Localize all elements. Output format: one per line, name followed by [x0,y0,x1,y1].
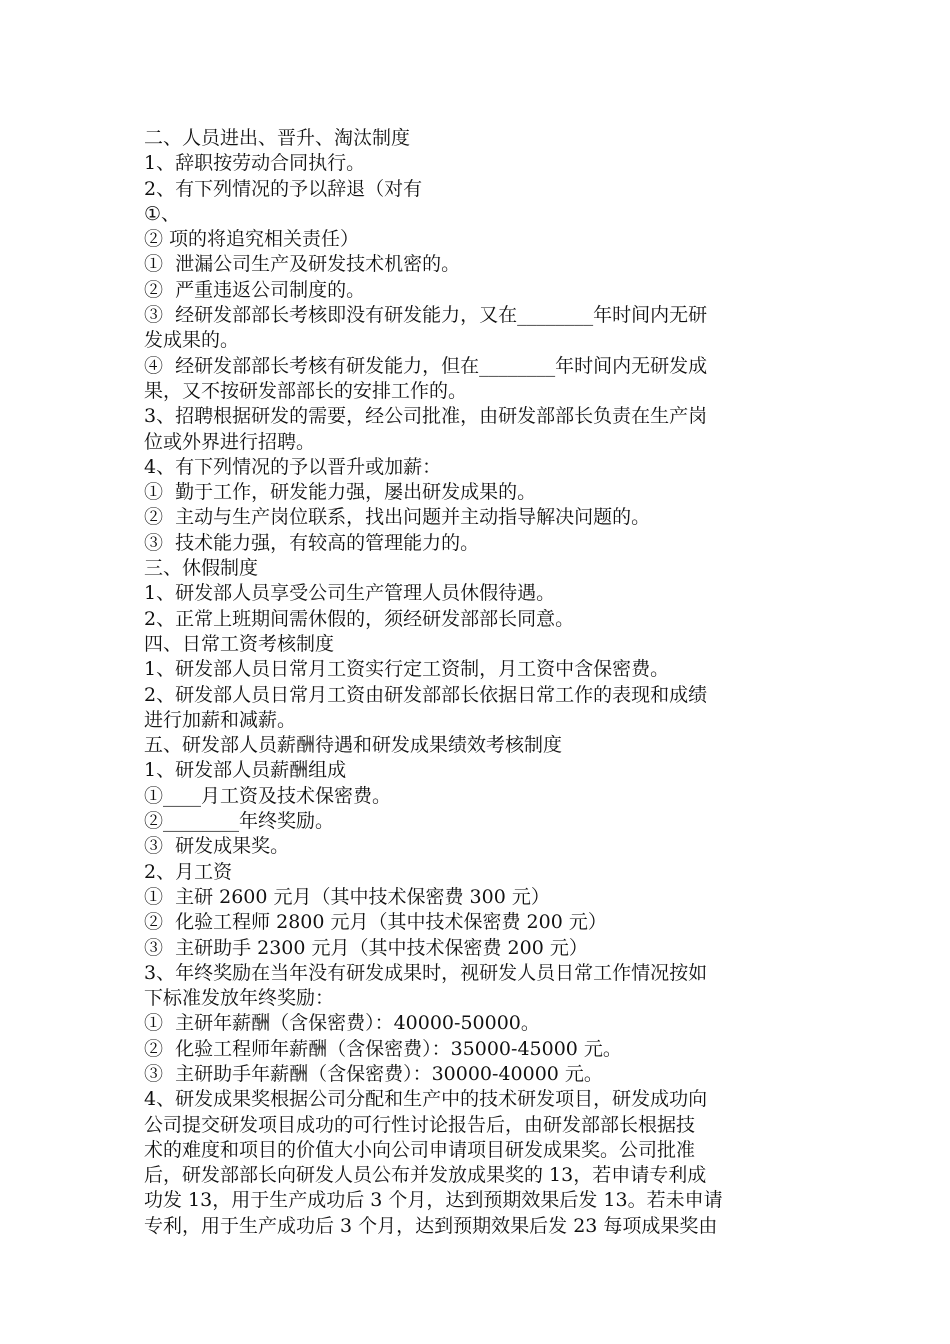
text-line: 3、招聘根据研发的需要，经公司批准，由研发部部长负责在生产岗 [144,405,708,428]
list-item: ① 勤于工作，研发能力强，屡出研发成果的。 [144,481,537,504]
list-item: ③ 研发成果奖。 [144,835,290,858]
list-item: ③ 经研发部部长考核即没有研发能力，又在________年时间内无研 [144,304,708,327]
list-item: ② 主动与生产岗位联系，找出问题并主动指导解决问题的。 [144,506,651,529]
text-line: ② 项的将追究相关责任） [144,228,360,251]
text-line: 专利，用于生产成功后 3 个月，达到预期效果后发 23 每项成果奖由 [144,1214,718,1237]
text-line: 2、研发部人员日常月工资由研发部部长依据日常工作的表现和成绩 [144,683,708,706]
text-line: 发成果的。 [144,329,240,352]
text-line: 2、月工资 [144,860,233,883]
text-line: 4、有下列情况的予以晋升或加薪： [144,455,442,478]
list-item: ① 主研 2600 元月（其中技术保密费 300 元） [144,885,550,908]
list-item: ④ 经研发部部长考核有研发能力，但在________年时间内无研发成 [144,354,708,377]
text-line: 术的难度和项目的价值大小向公司申请项目研发成果奖。公司批准 [144,1138,696,1161]
text-line: 4、研发成果奖根据公司分配和生产中的技术研发项目，研发成功向 [144,1088,708,1111]
text-line: 1、研发部人员享受公司生产管理人员休假待遇。 [144,582,556,605]
text-line: 1、研发部人员薪酬组成 [144,759,347,782]
list-item: ③ 主研助手年薪酬（含保密费）：30000-40000 元。 [144,1062,603,1085]
text-line: 下标准发放年终奖励： [144,987,335,1010]
text-line: 后，研发部部长向研发人员公布并发放成果奖的 13，若申请专利成 [144,1164,707,1187]
text-line: 位或外界进行招聘。 [144,430,316,453]
list-item: ②________年终奖励。 [144,810,335,833]
list-item: ① 泄漏公司生产及研发技术机密的。 [144,253,461,276]
text-line: 进行加薪和减薪。 [144,708,297,731]
document-body [144,126,810,1239]
list-item: ①____月工资及技术保密费。 [144,784,392,807]
list-item: ② 化验工程师年薪酬（含保密费）：35000-45000 元。 [144,1037,622,1060]
section-heading-compensation: 五、研发部人员薪酬待遇和研发成果绩效考核制度 [144,734,563,757]
text-line: 果，又不按研发部部长的安排工作的。 [144,379,468,402]
text-line: 2、有下列情况的予以辞退（对有 [144,177,423,200]
list-item: ② 化验工程师 2800 元月（其中技术保密费 200 元） [144,911,607,934]
list-item: ③ 主研助手 2300 元月（其中技术保密费 200 元） [144,936,588,959]
text-line: 功发 13，用于生产成功后 3 个月，达到预期效果后发 13。若未申请 [144,1189,723,1212]
text-line: ①、 [144,202,181,225]
list-item: ② 严重违返公司制度的。 [144,278,366,301]
text-line: 1、研发部人员日常月工资实行定工资制，月工资中含保密费。 [144,658,670,681]
text-line: 公司提交研发项目成功的可行性讨论报告后，由研发部部长根据技 [144,1113,696,1136]
section-heading-salary: 四、日常工资考核制度 [144,632,335,655]
text-line: 1、辞职按劳动合同执行。 [144,152,366,175]
section-heading-leave: 三、休假制度 [144,557,259,580]
list-item: ③ 技术能力强，有较高的管理能力的。 [144,531,480,554]
section-heading-personnel: 二、人员进出、晋升、淘汰制度 [144,127,411,149]
list-item: ① 主研年薪酬（含保密费）：40000-50000。 [144,1012,540,1035]
text-line: 2、正常上班期间需休假的，须经研发部部长同意。 [144,607,575,630]
text-line: 3、年终奖励在当年没有研发成果时，视研发人员日常工作情况按如 [144,961,708,984]
